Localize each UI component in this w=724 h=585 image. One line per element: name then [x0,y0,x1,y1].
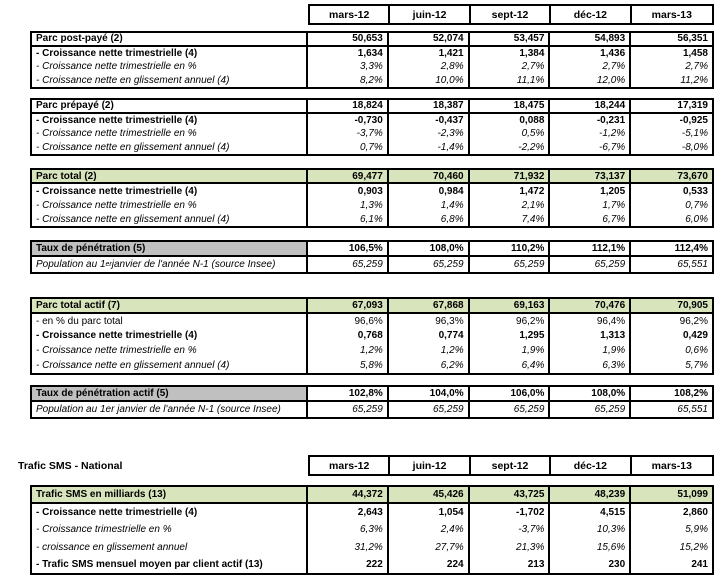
cell-value: 7,4% [470,212,551,226]
table-row [32,47,712,61]
table-row [32,387,712,402]
row-label: - Croissance nette en glissement annuel (4) [32,358,308,373]
cell-value: 0,088 [470,114,551,128]
cell-value: 2,7% [550,60,631,74]
cell-value: 1,634 [308,47,389,61]
cell-value: 11,1% [470,74,551,88]
cell-value: 6,4% [470,358,551,373]
cell-value: 53,457 [470,33,551,45]
table-row [32,212,712,226]
cell-value: 1,3% [308,198,389,212]
cell-value: 1,7% [550,198,631,212]
table-row [32,242,712,257]
cell-value: -1,2% [550,127,631,141]
row-label: - Croissance nette en glissement annuel (4) [32,74,308,88]
table-row [32,257,712,272]
cell-value: 15,2% [679,541,708,553]
cell-value: 67,868 [389,299,470,312]
cell-value: -3,7% [308,127,389,141]
cell-value: 15,6% [550,539,631,556]
cell-value: 65,259 [470,257,551,272]
cell-value: 52,074 [389,33,470,45]
row-label: - Croissance trimestrielle en % [32,521,308,538]
row-label: - croissance en glissement annuel [32,539,308,556]
row-label: - Croissance nette en glissement annuel (4) [32,212,308,226]
table-row [32,521,712,538]
cell-value: 6,8% [389,212,470,226]
cell-value: 0,903 [308,184,389,198]
cell-value: 5,8% [308,358,389,373]
row-label: Parc post-payé (2) [32,33,308,45]
cell-value: -3,7% [470,521,551,538]
cell-value: 0,7% [308,141,389,155]
cell-value: 1,458 [682,47,708,59]
cell-value: 5,9% [685,524,708,536]
table-row [32,299,712,314]
column-header-cell: mars-13 [651,459,692,472]
table-row [32,343,712,358]
cell-value: -0,231 [550,114,631,128]
cell-value: 6,1% [308,212,389,226]
cell-value: 1,2% [308,343,389,358]
row-label: - en % du parc total [32,314,308,329]
cell-value: 106,5% [308,242,389,255]
cell-value: -0,925 [679,114,708,126]
cell-value: 65,259 [550,402,631,417]
cell-value: 1,313 [550,329,631,344]
cell-value: -2,2% [470,141,551,155]
row-label: Taux de pénétration (5) [32,242,308,255]
cell-value: 69,477 [308,170,389,182]
section-taux-de-penetration [30,240,714,274]
cell-value: 1,436 [550,47,631,61]
cell-value: 0,7% [685,199,708,211]
cell-value: 1,054 [389,504,470,521]
cell-value: 0,774 [389,329,470,344]
cell-value: 0,533 [682,185,708,197]
cell-value: 2,643 [308,504,389,521]
cell-value: 3,3% [308,60,389,74]
cell-value: 69,163 [470,299,551,312]
row-label: Parc total (2) [32,170,308,182]
cell-value: 1,472 [470,184,551,198]
cell-value: 108,2% [674,388,708,399]
cell-value: 96,6% [308,314,389,329]
cell-value: 70,905 [677,299,708,311]
cell-value: 1,295 [470,329,551,344]
cell-value: -2,3% [389,127,470,141]
cell-value: -0,437 [389,114,470,128]
cell-value: 67,093 [308,299,389,312]
cell-value: 110,2% [470,242,551,255]
section-parc-total [30,168,714,228]
table-row [32,402,712,417]
row-label: - Croissance nette trimestrielle (4) [32,47,308,61]
cell-value: 96,3% [389,314,470,329]
cell-value: 2,7% [470,60,551,74]
row-label: - Croissance nette trimestrielle (4) [32,184,308,198]
cell-value: 70,460 [389,170,470,182]
row-label: Population au 1 er janvier de l'année N-1 (source Insee) [32,257,308,272]
cell-value: 96,4% [550,314,631,329]
cell-value: 45,426 [389,487,470,502]
table-row [32,504,712,521]
column-header-cell: juin-12 [390,6,470,23]
cell-value: 6,2% [389,358,470,373]
cell-value: 18,475 [470,100,551,112]
cell-value: 65,551 [677,259,708,270]
cell-value: 44,372 [308,487,389,502]
table-row [32,314,712,329]
column-header-cell: mars-13 [651,8,692,21]
section-taux-de-penetration-actif [30,385,714,419]
cell-value: 0,6% [685,345,708,357]
cell-value: -5,1% [681,128,708,140]
table-row [32,74,712,88]
section-parc-prepaye [30,98,714,156]
cell-value: 2,7% [685,61,708,73]
cell-value: 2,1% [470,198,551,212]
cell-value: 112,4% [674,243,708,254]
cell-value: 230 [550,556,631,573]
cell-value: 71,932 [470,170,551,182]
cell-value: 6,3% [308,521,389,538]
cell-value: 50,653 [308,33,389,45]
table-row [32,358,712,373]
cell-value: 1,9% [550,343,631,358]
cell-value: 8,2% [308,74,389,88]
cell-value: -0,730 [308,114,389,128]
cell-value: 48,239 [550,487,631,502]
cell-value: 2,8% [389,60,470,74]
cell-value: 10,3% [550,521,631,538]
row-label: - Croissance nette trimestrielle en % [32,60,308,74]
column-header-cell: sept-12 [471,457,551,474]
column-header-cell: juin-12 [390,457,470,474]
row-label: - Croissance nette trimestrielle en % [32,343,308,358]
cell-value: 6,0% [685,213,708,225]
table-row [32,33,712,47]
cell-value: 1,4% [389,198,470,212]
row-label: Trafic SMS en milliards (13) [32,487,308,502]
cell-value: 70,476 [550,299,631,312]
row-label: Parc prépayé (2) [32,100,308,112]
cell-value: 4,515 [550,504,631,521]
cell-value: 0,429 [682,330,708,342]
column-header-cell: sept-12 [471,6,551,23]
cell-value: 27,7% [389,539,470,556]
cell-value: 21,3% [470,539,551,556]
cell-value: 11,2% [680,74,708,86]
column-header-cell: mars-12 [310,6,390,23]
cell-value: 73,670 [677,170,708,182]
table-row [32,141,712,155]
cell-value: 65,551 [677,404,708,415]
cell-value: 108,0% [550,387,631,400]
cell-value: 112,1% [550,242,631,255]
cell-value: 65,259 [308,257,389,272]
cell-value: 65,259 [550,257,631,272]
table-row [32,539,712,556]
table-row [32,184,712,198]
table-row [32,487,712,504]
cell-value: 108,0% [389,242,470,255]
cell-value: 2,860 [682,507,708,519]
cell-value: 1,2% [389,343,470,358]
row-label: Parc total actif (7) [32,299,308,312]
cell-value: 241 [691,558,708,570]
row-label: - Trafic SMS mensuel moyen par client actif (13) [32,556,308,573]
cell-value: 51,099 [677,489,708,501]
row-label: - Croissance nette trimestrielle (4) [32,504,308,521]
cell-value: 56,351 [677,33,708,45]
cell-value: 1,384 [470,47,551,61]
cell-value: 54,893 [550,33,631,45]
cell-value: 73,137 [550,170,631,182]
table-row [32,60,712,74]
cell-value: 43,725 [470,487,551,502]
cell-value: 106,0% [470,387,551,400]
cell-value: 18,824 [308,100,389,112]
cell-value: 12,0% [550,74,631,88]
row-label: - Croissance nette trimestrielle (4) [32,329,308,344]
cell-value: 31,2% [308,539,389,556]
row-label: - Croissance nette trimestrielle (4) [32,114,308,128]
cell-value: 6,3% [550,358,631,373]
cell-value: 6,7% [550,212,631,226]
cell-value: 224 [389,556,470,573]
cell-value: 65,259 [389,257,470,272]
table-row [32,127,712,141]
table-row [32,114,712,128]
cell-value: -1,4% [389,141,470,155]
table-row [32,100,712,114]
row-label: Population au 1er janvier de l'année N-1 (source Insee) [32,402,308,417]
cell-value: -6,7% [550,141,631,155]
section-parc-post-paye [30,31,714,89]
cell-value: 65,259 [308,402,389,417]
row-label: - Croissance nette trimestrielle en % [32,127,308,141]
cell-value: 5,7% [685,360,708,372]
cell-value: 102,8% [308,387,389,400]
table-row [32,556,712,573]
cell-value: 1,205 [550,184,631,198]
row-label: - Croissance nette en glissement annuel (4) [32,141,308,155]
cell-value: 65,259 [470,402,551,417]
column-header-cell: déc-12 [551,457,631,474]
table-row [32,198,712,212]
cell-value: 0,984 [389,184,470,198]
cell-value: 96,2% [679,315,708,327]
cell-value: 2,4% [389,521,470,538]
cell-value: 222 [308,556,389,573]
cell-value: 18,387 [389,100,470,112]
section-trafic-sms [30,485,714,575]
column-header-row-top [308,4,714,25]
row-label: Taux de pénétration actif (5) [32,387,308,400]
cell-value: 1,421 [389,47,470,61]
cell-value: 213 [470,556,551,573]
cell-value: 96,2% [470,314,551,329]
cell-value: 104,0% [389,387,470,400]
sms-section-title: Trafic SMS - National [18,459,123,472]
cell-value: 18,244 [550,100,631,112]
cell-value: 17,319 [677,100,708,112]
cell-value: 0,768 [308,329,389,344]
cell-value: 65,259 [389,402,470,417]
column-header-row-sms [308,455,714,476]
row-label: - Croissance nette trimestrielle en % [32,198,308,212]
cell-value: 0,5% [470,127,551,141]
cell-value: -8,0% [681,141,708,153]
section-parc-total-actif [30,297,714,375]
cell-value: 10,0% [389,74,470,88]
cell-value: -1,702 [470,504,551,521]
table-row [32,170,712,184]
column-header-cell: mars-12 [310,457,390,474]
cell-value: 1,9% [470,343,551,358]
column-header-cell: déc-12 [551,6,631,23]
table-row [32,329,712,344]
